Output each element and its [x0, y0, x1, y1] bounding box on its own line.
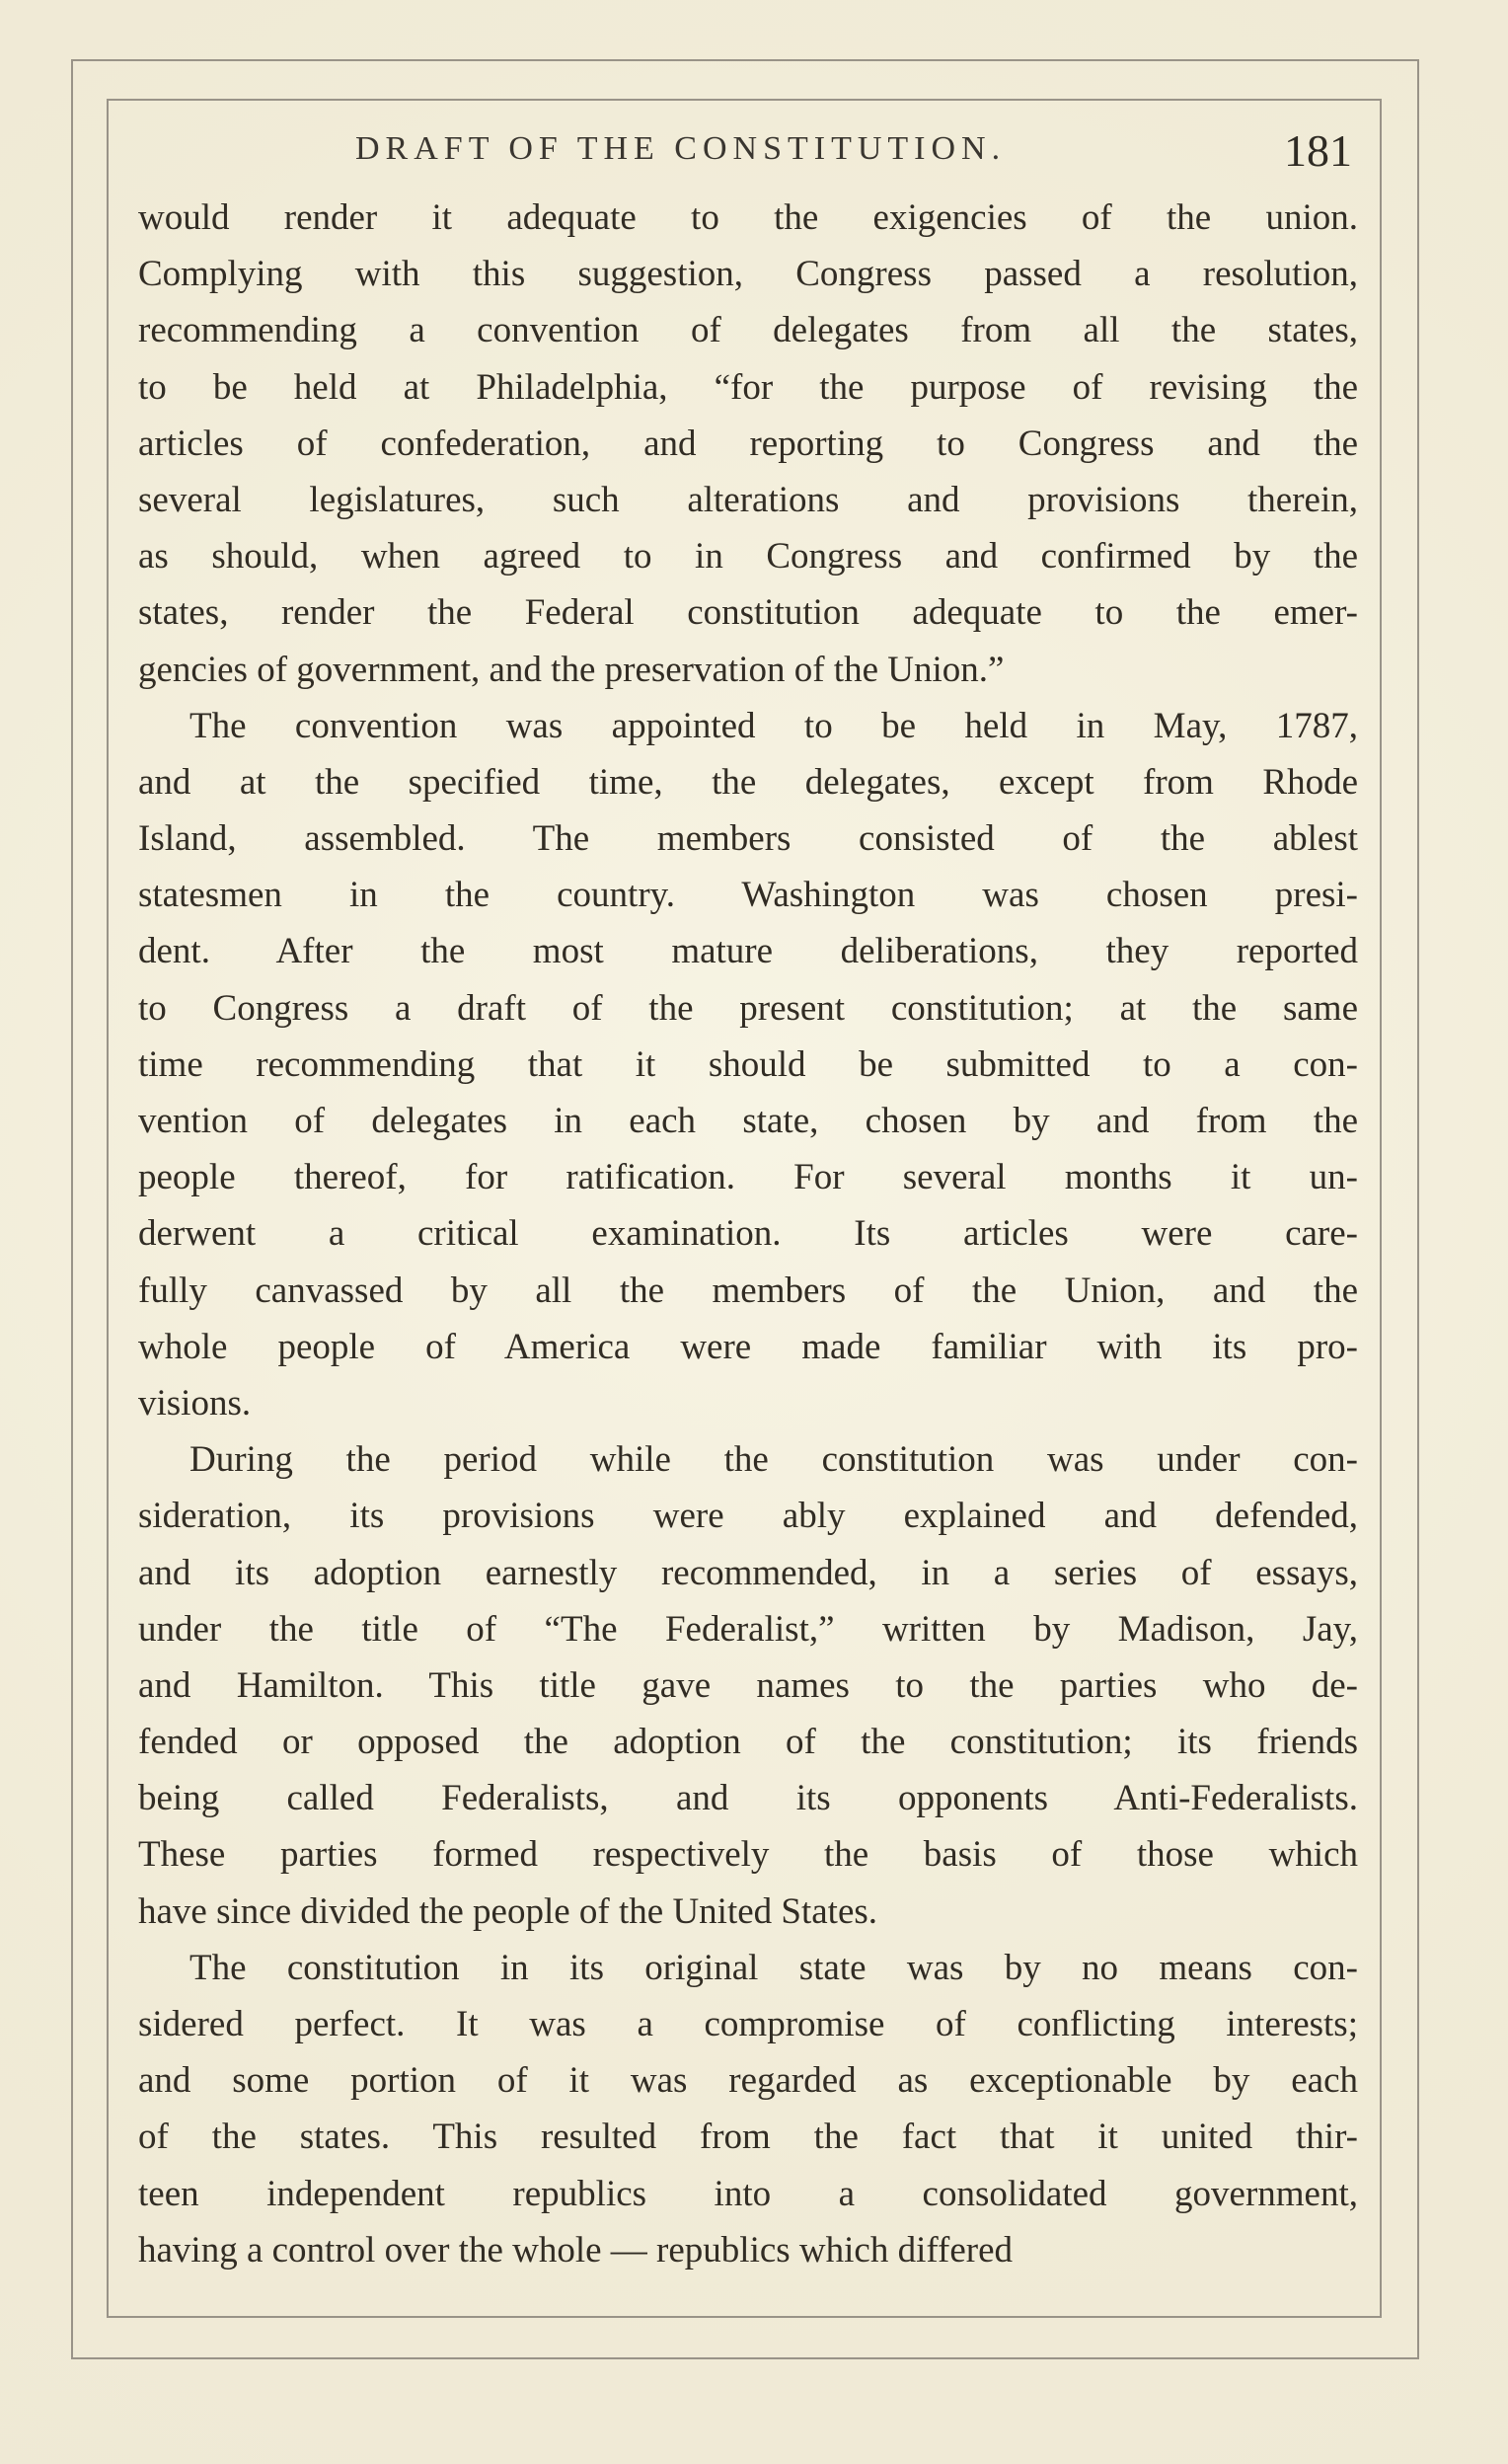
text-line-18: people thereof, for ratification. For several months it un-: [138, 1157, 1358, 1198]
text-line-14: dent. After the most mature deliberations, they reported: [138, 931, 1358, 972]
text-line-8: states, render the Federal constitution adequate to the emer-: [138, 592, 1358, 634]
text-line-17: vention of delegates in each state, chosen by and from the: [138, 1101, 1358, 1141]
page-body: [138, 190, 1358, 2298]
text-line-33: sidered perfect. It was a compromise of conflicting interests;: [138, 2004, 1358, 2044]
text-line-25: and its adoption earnestly recommended, in a series of essays,: [138, 1552, 1358, 1593]
text-line-5: articles of confederation, and reporting to Congress and the: [138, 423, 1358, 464]
text-line-10: The convention was appointed to be held in May, 1787,: [189, 705, 1358, 746]
text-line-24: sideration, its provisions were ably explained and defended,: [138, 1496, 1358, 1537]
text-line-29: being called Federalists, and its opponents Anti-Federalists.: [138, 1778, 1358, 1819]
text-line-32: The constitution in its original state was by no means con-: [189, 1947, 1358, 1988]
text-line-36: teen independent republics into a consolidated government,: [138, 2173, 1358, 2214]
text-line-35: of the states. This resulted from the fact that it united thir-: [138, 2117, 1358, 2158]
text-line-21: whole people of America were made familiar with its pro-: [138, 1326, 1358, 1367]
text-line-4: to be held at Philadelphia, “for the purpose of revising the: [138, 366, 1358, 408]
text-line-9: gencies of government, and the preservation of the Union.”: [138, 649, 1005, 690]
page-number: 181: [1284, 125, 1352, 176]
text-line-11: and at the specified time, the delegates, except from Rhode: [138, 761, 1358, 803]
text-line-13: statesmen in the country. Washington was chosen presi-: [138, 875, 1358, 916]
text-line-7: as should, when agreed to in Congress and confirmed by the: [138, 536, 1358, 578]
text-line-22: visions.: [138, 1382, 252, 1424]
text-line-20: fully canvassed by all the members of the Union, and the: [138, 1270, 1358, 1311]
text-line-26: under the title of “The Federalist,” written by Madison, Jay,: [138, 1608, 1358, 1650]
text-line-28: fended or opposed the adoption of the constitution; its friends: [138, 1722, 1358, 1763]
text-line-37: having a control over the whole — republics which differed: [138, 2229, 1014, 2271]
text-line-1: would render it adequate to the exigencies of the union.: [138, 197, 1358, 238]
text-line-30: These parties formed respectively the basis of those which: [138, 1834, 1358, 1876]
text-line-2: Complying with this suggestion, Congress passed a resolution,: [138, 254, 1358, 295]
page-header: [355, 126, 1352, 182]
text-line-19: derwent a critical examination. Its articles were care-: [138, 1213, 1358, 1255]
text-line-27: and Hamilton. This title gave names to the parties who de-: [138, 1664, 1358, 1706]
text-line-6: several legislatures, such alterations and provisions therein,: [138, 479, 1358, 520]
text-line-12: Island, assembled. The members consisted of the ablest: [138, 818, 1358, 860]
text-line-31: have since divided the people of the United States.: [138, 1890, 878, 1932]
text-line-34: and some portion of it was regarded as exceptionable by each: [138, 2060, 1358, 2102]
text-line-23: During the period while the constitution was under con-: [189, 1439, 1358, 1481]
text-line-3: recommending a convention of delegates from all the states,: [138, 310, 1358, 351]
text-line-16: time recommending that it should be submitted to a con-: [138, 1043, 1358, 1085]
running-head: DRAFT OF THE CONSTITUTION.: [355, 130, 1007, 167]
text-line-15: to Congress a draft of the present constitution; at the same: [138, 987, 1358, 1029]
